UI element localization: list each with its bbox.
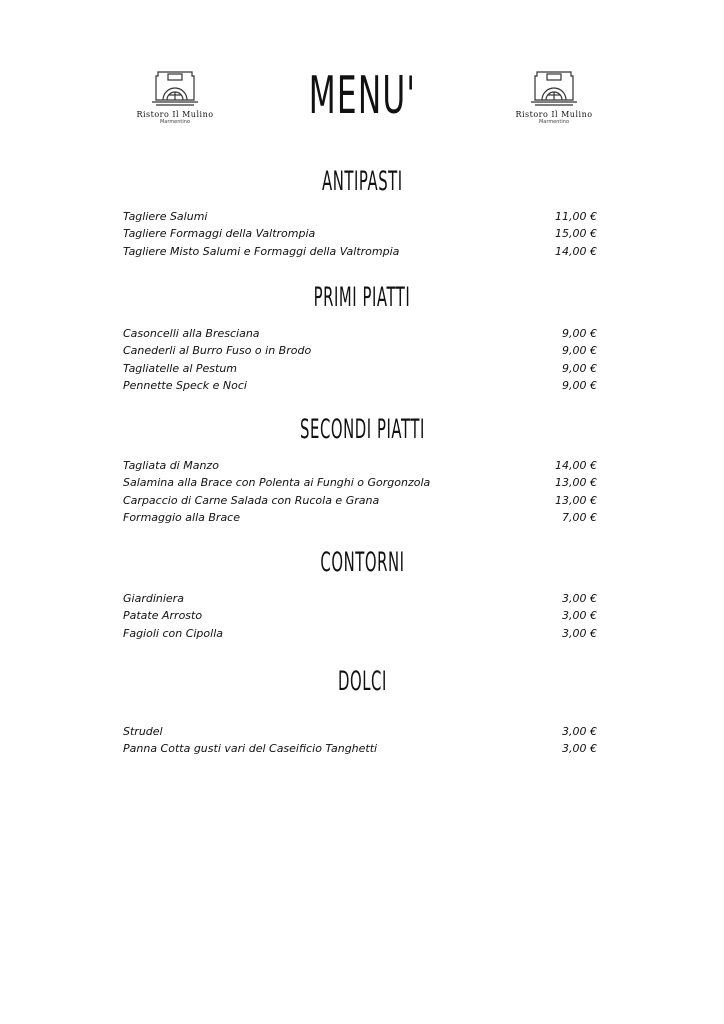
- section-title-text: DOLCI: [337, 666, 387, 697]
- menu-item: [123, 590, 597, 607]
- item-name: Giardiniera: [123, 592, 184, 605]
- item-price: 15,00 €: [555, 227, 597, 241]
- section-title: [0, 547, 724, 578]
- item-price: 3,00 €: [562, 725, 597, 738]
- item-name: Patate Arrosto: [123, 609, 203, 623]
- item-price: 13,00 €: [555, 476, 597, 490]
- menu-item: [123, 607, 597, 624]
- menu-item: [123, 342, 597, 359]
- section-title: [0, 282, 724, 313]
- item-price: 9,00 €: [562, 378, 597, 392]
- item-price: 14,00 €: [555, 459, 597, 472]
- section-title-text: PRIMI PIATTI: [313, 282, 411, 313]
- item-price: 9,00 €: [562, 361, 597, 375]
- logo-town: Marmentino: [159, 119, 191, 125]
- menu-item: [123, 723, 597, 740]
- logo-name: Ristoro Il Mulino: [515, 110, 593, 119]
- menu-item: [123, 625, 597, 642]
- menu-item: [123, 740, 597, 757]
- item-name: Salamina alla Brace con Polenta ai Funghi o Gorgonzola: [123, 476, 431, 490]
- item-name: Tagliere Misto Salumi e Formaggi della Valtrompia: [123, 244, 400, 258]
- item-name: Tagliatelle al Pestum: [123, 361, 238, 375]
- menu-item-list: [123, 208, 597, 260]
- menu-item: [123, 509, 597, 526]
- item-name: Tagliere Salumi: [123, 210, 208, 223]
- menu-item: [123, 225, 597, 242]
- menu-item-list: [123, 457, 597, 526]
- item-price: 3,00 €: [562, 626, 597, 640]
- item-price: 3,00 €: [562, 609, 597, 623]
- item-price: 11,00 €: [555, 210, 597, 223]
- item-price: 13,00 €: [555, 493, 597, 507]
- item-price: 3,00 €: [562, 742, 597, 756]
- item-price: 3,00 €: [562, 592, 597, 605]
- item-name: Formaggio alla Brace: [123, 510, 240, 524]
- menu-item: [123, 360, 597, 377]
- section-title-text: SECONDI PIATTI: [299, 414, 425, 445]
- menu-item: [123, 457, 597, 474]
- item-price: 14,00 €: [555, 244, 597, 258]
- item-name: Panna Cotta gusti vari del Caseificio Tanghetti: [123, 742, 378, 756]
- item-price: 7,00 €: [562, 510, 597, 524]
- item-price: 9,00 €: [562, 327, 597, 340]
- item-price: 9,00 €: [562, 344, 597, 358]
- logo-name: Ristoro Il Mulino: [136, 110, 214, 119]
- item-name: Pennette Speck e Noci: [123, 378, 247, 392]
- page-title: [0, 66, 724, 126]
- menu-item: [123, 492, 597, 509]
- item-name: Tagliata di Manzo: [123, 459, 219, 472]
- menu-item: [123, 243, 597, 260]
- menu-item-list: [123, 723, 597, 758]
- item-name: Tagliere Formaggi della Valtrompia: [123, 227, 316, 241]
- menu-item: [123, 325, 597, 342]
- item-name: Casoncelli alla Bresciana: [123, 327, 260, 340]
- page-title-text: MENU': [308, 66, 416, 126]
- item-name: Canederli al Burro Fuso o in Brodo: [123, 344, 312, 358]
- menu-item: [123, 474, 597, 491]
- section-title: [0, 414, 724, 445]
- menu-item-list: [123, 590, 597, 642]
- logo-town: Marmentino: [538, 119, 570, 125]
- item-name: Carpaccio di Carne Salada con Rucola e Grana: [123, 493, 380, 507]
- item-name: Fagioli con Cipolla: [123, 626, 223, 640]
- menu-item: [123, 208, 597, 225]
- section-title-text: ANTIPASTI: [321, 166, 403, 197]
- section-title-text: CONTORNI: [319, 547, 405, 578]
- section-title: [0, 166, 724, 197]
- section-title: [0, 666, 724, 697]
- menu-item: [123, 377, 597, 394]
- menu-item-list: [123, 325, 597, 394]
- item-name: Strudel: [123, 725, 163, 738]
